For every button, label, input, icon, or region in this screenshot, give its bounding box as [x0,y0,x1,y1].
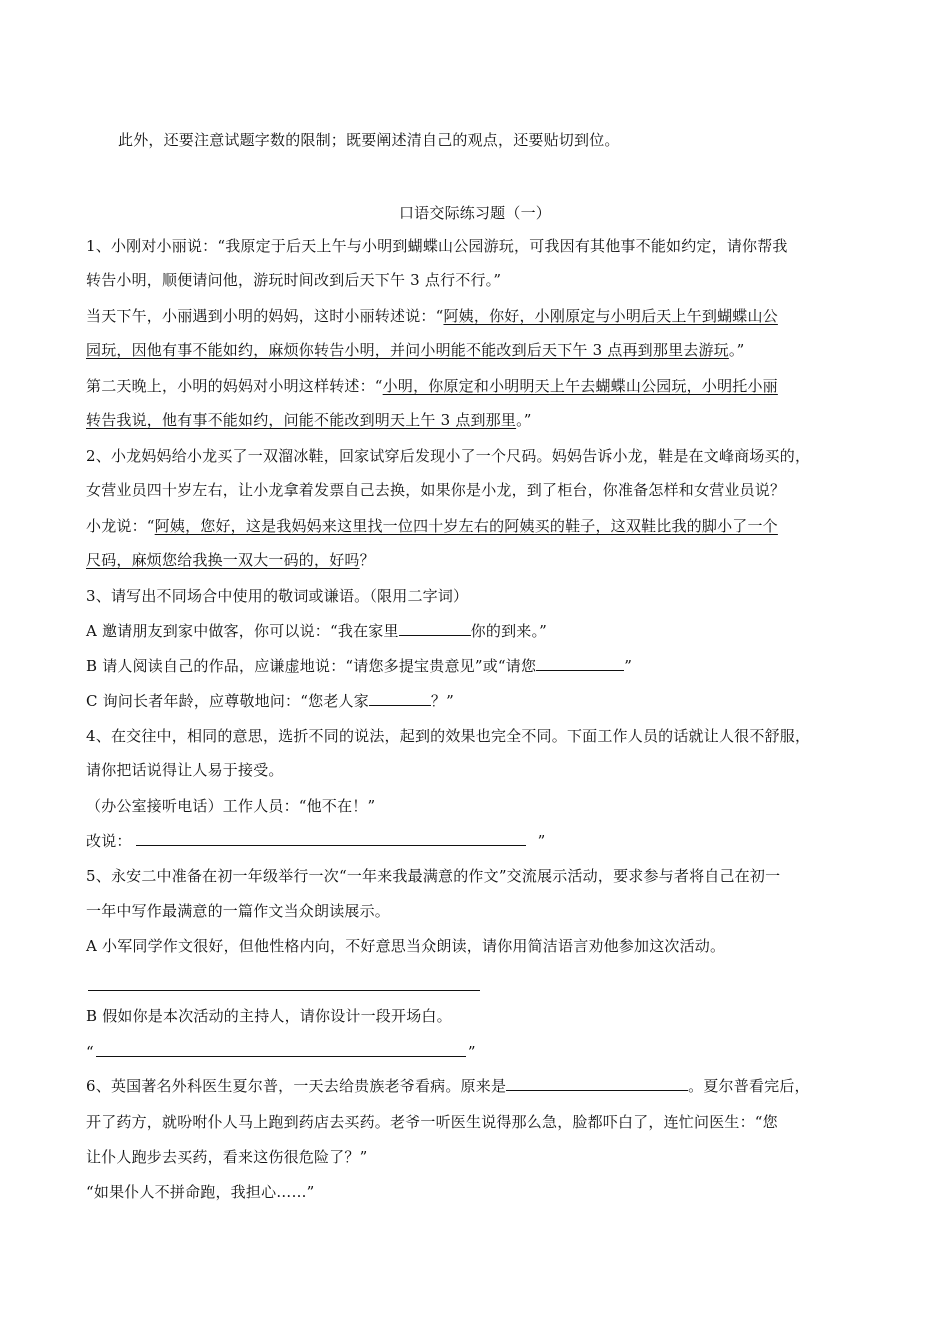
q4-line-3: （办公室接听电话）工作人员：“他不在！” [86,797,376,815]
q1-line-3-prefix: 当天下午，小丽遇到小明的妈妈，这时小丽转述说：“ [86,307,444,325]
q1-answer-part-2: 园玩，因他有事不能如约，麻烦你转告小明，并问小明能不能改到后天下午 3 点再到那里去游玩 [86,341,729,359]
q3-c-prefix: C 询问长者年龄，应尊敬地问：“您老人家 [86,692,369,710]
q5-item-b: B 假如你是本次活动的主持人，请你设计一段开场白。 [86,1007,452,1025]
q5-b-blank[interactable] [96,1042,466,1057]
q5-b-open-quote: “ [86,1043,94,1061]
q2-line-2: 女营业员四十岁左右，让小龙拿着发票自己去换，如果你是小龙，到了柜台，你准备怎样和女营业员说？ [86,481,786,499]
q4-line-1: 4、在交往中，相同的意思，选折不同的说法，起到的效果也完全不同。下面工作人员的话就让人很不舒服， [86,727,811,745]
q2-line-3-prefix: 小龙说：“ [86,517,155,535]
q1-answer-part-4: 转告我说，他有事不能如约，问能不能改到明天上午 3 点到那里 [86,411,517,429]
q6-line-4: “如果仆人不拼命跑，我担心……” [86,1183,315,1201]
q1-answer-part-1: 阿姨，你好，小刚原定与小明后天上午到蝴蝶山公 [443,307,778,325]
q4-line-4 [86,830,876,852]
q4-line-4-suffix: ” [537,832,546,850]
q5-line-2: 一年中写作最满意的一篇作文当众朗读展示。 [86,902,391,920]
q5-b-answer [86,1041,876,1063]
q5-item-a: A 小军同学作文很好，但他性格内向，不好意思当众朗读，请你用简洁语言劝他参加这次活动。 [86,937,726,955]
q5-line-1: 5、永安二中准备在初一年级举行一次“一年来我最满意的作文”交流展示活动，要求参与者将自己在初一 [86,867,781,885]
q3-line-1: 3、请写出不同场合中使用的敬词或谦语。（限用二字词） [86,587,469,605]
q4-rewrite-blank[interactable] [136,831,526,846]
q3-item-c [86,690,876,712]
q6-line-1 [86,1075,876,1097]
q1-line-5-prefix: 第二天晚上，小明的妈妈对小明这样转述：“ [86,377,383,395]
q1-line-2: 转告小明，顺便请问他，游玩时间改到后天下午 3 点行不行。” [86,271,502,289]
q1-line-6 [86,409,876,431]
q3-a-blank[interactable] [399,621,471,636]
q1-line-4-suffix: 。” [728,341,745,359]
q3-c-blank[interactable] [369,691,431,706]
q2-answer-part-1: 阿姨，您好，这是我妈妈来这里找一位四十岁左右的阿姨买的鞋子，这双鞋比我的脚小了一个 [154,517,778,535]
page-title: 口语交际练习题（一） [398,204,551,222]
q2-line-4-suffix: ？ [359,551,375,569]
q1-line-1: 1、小刚对小丽说：“我原定于后天上午与小明到蝴蝶山公园游玩，可我因有其他事不能如约定，请你帮我 [86,237,788,255]
q5-b-close-quote: ” [467,1043,476,1061]
q2-line-3 [86,515,876,537]
q6-blank[interactable] [506,1076,688,1091]
q2-line-4 [86,549,876,571]
q1-line-5 [86,375,876,397]
intro-line: 此外，还要注意试题字数的限制；既要阐述清自己的观点，还要贴切到位。 [118,131,620,149]
q6-line-1-prefix: 6、英国著名外科医生夏尔普，一天去给贵族老爷看病。原来是 [86,1077,507,1095]
q1-line-4 [86,339,876,361]
q3-b-prefix: B 请人阅读自己的作品，应谦虚地说：“请您多提宝贵意见”或“请您 [86,657,537,675]
q1-answer-part-3: 小明，你原定和小明明天上午去蝴蝶山公园玩，小明托小丽 [382,377,778,395]
q3-b-blank[interactable] [536,656,624,671]
q3-c-suffix: ？” [430,692,454,710]
q3-item-b [86,655,876,677]
q2-line-1: 2、小龙妈妈给小龙买了一双溜冰鞋，回家试穿后发现小了一个尺码。妈妈告诉小龙，鞋是在文峰商场买的， [86,447,811,465]
q6-line-3: 让仆人跑步去买药，看来这伤很危险了？” [86,1148,368,1166]
q4-line-4-prefix: 改说： [86,832,132,850]
q3-a-prefix: A 邀请朋友到家中做客，你可以说：“我在家里 [86,622,399,640]
q6-line-2: 开了药方，就吩咐仆人马上跑到药店去买药。老爷一听医生说得那么急，脸都吓白了，连忙问医生：“您 [86,1113,778,1131]
q1-line-3 [86,305,876,327]
q3-a-suffix: 你的到来。” [470,622,548,640]
q4-line-2: 请你把话说得让人易于接受。 [86,761,284,779]
q1-line-6-suffix: 。” [516,411,532,429]
q3-b-suffix: ” [624,657,633,675]
q3-item-a [86,620,876,642]
q6-line-1-suffix: 。夏尔普看完后， [688,1077,810,1095]
q2-answer-part-2: 尺码，麻烦您给我换一双大一码的，好吗 [86,551,360,569]
q5-a-answer-line[interactable] [88,990,480,991]
